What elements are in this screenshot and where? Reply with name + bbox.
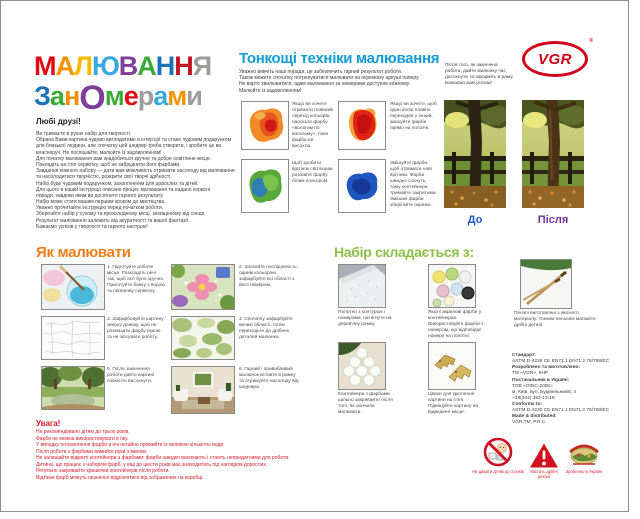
- text-line: +38(044) 353-13-19: [512, 395, 555, 401]
- title-letter: М: [34, 51, 56, 81]
- age-warning-icon: [481, 437, 515, 469]
- kit-caption: Цвяхи для кріплення картини на стіні. Підвішуйте картину на відведене місце.: [428, 392, 479, 415]
- warning-triangle-icon: [529, 442, 559, 469]
- intro-paragraph: [36, 131, 241, 230]
- text-line: Фарби не можна використовувати в їжу.: [36, 435, 129, 442]
- title-letter: В: [118, 51, 138, 81]
- text-line: Покладіть на стіл серветку, щоб не забруднити його фарбами.: [36, 161, 181, 168]
- after-photo: [522, 100, 584, 208]
- kit-paints-photo: [428, 264, 476, 308]
- text-line: Для початку малювання вам знадобиться зручне та добре освітлене місце.: [36, 155, 212, 162]
- after-label: Після: [537, 214, 569, 226]
- text-line: Уважно вивчіть наші поради, це забезпечить гарний результат роботи.: [239, 69, 403, 75]
- brand-emblem-icon: [567, 439, 601, 467]
- text-line: Малюйте із задоволенням!: [239, 87, 302, 94]
- step-5-photo: [41, 366, 105, 410]
- text-line: поради, завдяки яким ви досягнете гарного результату.: [36, 192, 164, 199]
- text-line: Також можете спочатку потренуватися малювати на окремому аркуші паперу.: [239, 75, 420, 82]
- swatch-green-blue-image: [241, 159, 289, 213]
- text-line: Результат малювання залежить від акуратності та вашої фантазії.: [36, 217, 190, 224]
- text-line: досохнути та оформіть в раму.: [445, 74, 514, 80]
- registered-mark: ®: [589, 38, 593, 44]
- text-line: та насолодитися творчістю, розкрити свої творчі здібності.: [36, 174, 172, 181]
- text-line: Обрана Вами картина чудово виглядатиме в інтер'єрі та стане чудовим подарунком: [36, 137, 232, 144]
- text-line: У випадку потрапляння фарби в очі негайно промийте їх великою кількістю води.: [36, 442, 225, 448]
- title-letter: и: [186, 80, 202, 111]
- technique-heading: Тонкощі техніки малювання: [239, 50, 440, 67]
- swatch-caption: Змішуйте фарби, щоб отримати нові відтінки. Фарби швидко сохнуть, тому контейнери тримайте закритими. Змішані фарби зберігайте окремо.: [390, 161, 437, 208]
- text-line: ASTM D-4236 CE EN71.1 EN71.2 76/768/EC: [512, 359, 610, 365]
- text-line: для близької людини, але спочатку цей шедевр треба створити, і зробите це ви: [36, 143, 222, 150]
- before-label: До: [467, 214, 483, 226]
- text-line: Ви тримаєте в руках набір для творчості.: [36, 131, 132, 137]
- swatch-blue-image: [338, 159, 386, 213]
- title-letter: Я: [192, 51, 212, 81]
- how-to-heading: Як малювати: [36, 244, 131, 261]
- manufacturer-info: [512, 353, 612, 427]
- swatch-orange-red-image: [241, 101, 289, 150]
- text-line: Відтінки фарб можуть незначно відрізнятися від зображених на коробці.: [36, 474, 204, 481]
- text-line: Набір може стати вашим першим кроком до мистецтва.: [36, 199, 166, 206]
- title-letter: З: [34, 80, 50, 111]
- step-4-photo: [171, 316, 235, 360]
- title-letter: Ю: [91, 51, 119, 81]
- text-line: Не рекомендовано дітям до трьох років.: [36, 429, 130, 435]
- title-letter: О: [79, 78, 105, 117]
- title-letter: а: [153, 80, 168, 111]
- before-photo: [444, 100, 506, 208]
- logo-note: [445, 63, 525, 87]
- page-title: [34, 51, 212, 117]
- text-line: Не варто хвилюватися, адже малювання за номерами доступне кожному.: [239, 81, 411, 88]
- text-line: Ретельно закривайте кришечки контейнерів після роботи.: [36, 468, 170, 474]
- vgr-logo-oval: [522, 41, 588, 77]
- title-letter: м: [167, 80, 187, 111]
- swatch-caption: Якщо ви хочете, щоб один колір плавно переходив у інший, змішуйте фарби прямо на полотні.: [390, 102, 437, 131]
- kit-brushes-photo: [520, 259, 572, 309]
- title-letter: Н: [155, 51, 175, 81]
- kit-containers-photo: [338, 342, 386, 390]
- swatch-caption: Щоб зробити відтінок світлішим, розбавте фарбу білим кольором.: [292, 161, 334, 184]
- text-line: робота, дайте малюнку час: [445, 68, 506, 74]
- text-line: VGR TM, P.R.C.: [512, 420, 547, 426]
- title-letter: м: [104, 80, 124, 111]
- badge-caption: Зроблено в Україні: [565, 469, 603, 474]
- title-line-2: [34, 78, 211, 117]
- text-line: власноруч. Не поспішайте, малюйте із задоволенням!: [36, 149, 162, 156]
- step-3-photo: [41, 316, 105, 360]
- text-line: Conforms to:: [512, 402, 543, 407]
- step-text: 4. Спочатку зафарбуйте великі області, потім переходьте до дрібних деталей малюнка.: [239, 317, 293, 340]
- text-line: м. Київ, вул. Будівельників, 4: [512, 389, 577, 395]
- step-text: 3. Зафарбовуйте картину зверху донизу, щоб не розмазати фарбу рукою та не зіпсувати роботу.: [107, 317, 164, 340]
- text-line: ТМ «VGR», КНР: [512, 371, 549, 377]
- step-text: 6. Гарний і привабливий малюнок вставте в рамку та отримуйте насолоду від шедевра.: [239, 367, 299, 390]
- badge-caption: Містить дрібні деталі: [530, 469, 558, 479]
- text-line: Постачальник в Україні:: [512, 377, 570, 383]
- swatch-red-image: [338, 101, 386, 150]
- technique-intro: [239, 69, 437, 94]
- text-line: Бажаємо успіхів у творчості та гарного настрою!: [36, 223, 148, 230]
- step-text: 2. Засвойте послідовність: одним кольором зафарбуйте всі області з його номером.: [239, 265, 298, 288]
- text-line: Завдання кожного набору — дати вам можливість отримати насолоду від малювання: [36, 168, 235, 175]
- text-line: ASTM D-4236 CE EN71.1 EN71.2 76/768/EC: [512, 408, 610, 414]
- title-line-1: [34, 51, 212, 81]
- text-line: Розроблено та виготовлено:: [512, 365, 581, 371]
- text-line: Стандарт:: [512, 353, 536, 358]
- kit-caption: Полотно з контуром і номерами, натягнуте на дерев'яну рамку.: [338, 310, 392, 327]
- warning-text: [36, 429, 486, 481]
- title-letter: А: [137, 51, 156, 81]
- title-letter: н: [63, 80, 80, 111]
- kit-hooks-photo: [428, 342, 476, 390]
- text-line: Не залишайте відкриті контейнери з фарбами: фарби швидко висихають і стають непридатними для роботи.: [36, 455, 290, 461]
- step-1-photo: [41, 264, 105, 310]
- step-text: 1. Підготуйте робоче місце. Розкладіть речі так, щоб все було зручно. Приготуйте банку з водою та паперову серветку.: [107, 265, 165, 294]
- text-line: Після роботи з фарбами вимийте руки з милом.: [36, 448, 148, 455]
- kit-caption: Контейнери з фарбами щільно закривайте після того, як скінчили малювати.: [338, 392, 393, 415]
- intro-greeting: Любі друзі!: [36, 117, 81, 126]
- vgr-logo-text: VGR: [537, 50, 572, 68]
- kit-caption: Пензлі виготовлені з якісного матеріалу. Тонким пензлем малюйте дрібні деталі.: [514, 311, 596, 328]
- title-letter: А: [55, 51, 74, 81]
- title-letter: Н: [174, 51, 193, 81]
- text-line: Для цього в нашій інструкції описано процес малювання та надано корисні: [36, 186, 210, 193]
- title-letter: р: [137, 80, 154, 111]
- warning-heading: Увага!: [36, 419, 61, 428]
- kit-heading: Набір складається з:: [334, 244, 474, 260]
- text-line: Зберігайте набір у сухому та прохолодному місці, захищеному від сонця.: [36, 211, 206, 218]
- title-letter: е: [123, 80, 138, 111]
- swatch-caption: Якщо ви хочете отримати плавний перехід кольорів, наносьте фарбу «вологим по вологому», поки фарба не висохла.: [292, 102, 333, 149]
- text-line: Дитина, що працює з набором фарб, у віці до шести років має знаходитись під наглядом дорослих.: [36, 461, 268, 468]
- vgr-logo: [522, 38, 593, 77]
- step-text: 5. Після закінчення роботи дайте картині повністю висохнути.: [107, 367, 155, 384]
- text-line: ТОВ «ОФІС-2000»: [512, 383, 553, 389]
- title-letter: а: [49, 80, 64, 111]
- step-2-photo: [171, 264, 235, 310]
- brand-emblem-badge: [567, 439, 601, 472]
- title-letter: Л: [74, 51, 92, 81]
- badge-caption: Не давати дітям до 3 років: [472, 469, 524, 474]
- kit-canvas-photo: [338, 264, 386, 308]
- text-line: Made & distributed:: [512, 414, 557, 420]
- text-line: Набір буде чудовим подарунком, захопленням для дорослих та дітей.: [36, 180, 199, 187]
- text-line: Уважно прочитайте інструкцію перед початком роботи.: [36, 205, 164, 212]
- text-line: Бажаємо вам успіхів!: [445, 80, 492, 86]
- text-line: Після того, як закінчена: [445, 63, 498, 68]
- step-6-photo: [171, 366, 235, 414]
- kit-caption: Якісні акрилові фарби у контейнерах. Використовуйте фарби з номером, що відповідає номеру на полотні.: [428, 310, 484, 339]
